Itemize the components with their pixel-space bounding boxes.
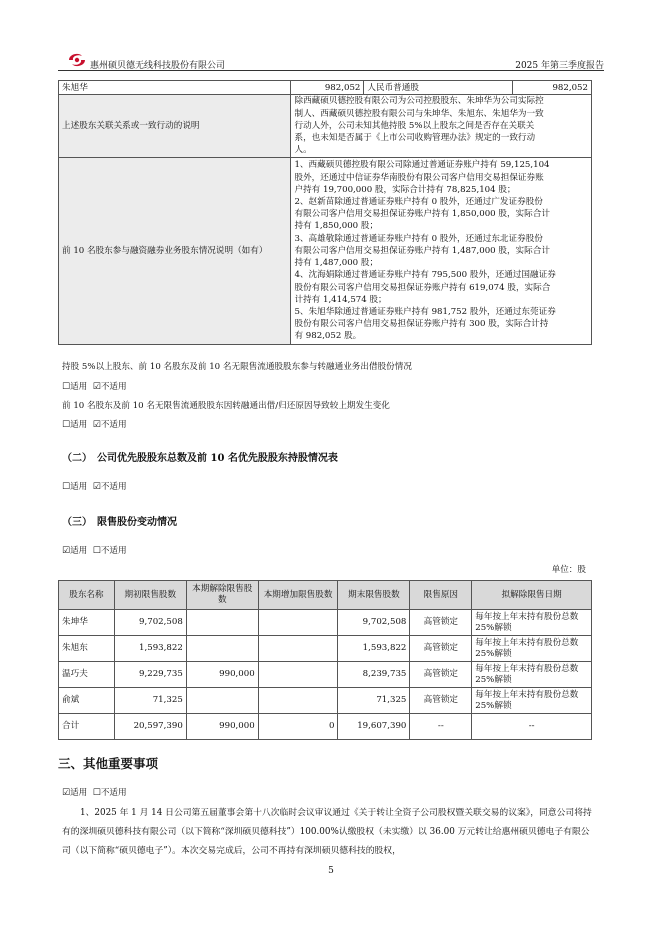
- table-row: [59, 81, 592, 95]
- cell-number: 9,702,508: [338, 610, 410, 636]
- cell-date: 每年按上年末持有股份总数 25%解锁: [472, 610, 592, 636]
- cell-name: 温巧夫: [59, 662, 115, 688]
- body-paragraph: 1、2025 年 1 月 14 日公司第五届董事会第十八次临时会议审议通过《关于转让全资子公司股权暨关联交易的议案》，同意公司将持有的深圳硕贝德科技有限公司（以下简称“深圳硕贝德科技”）100.00%认缴股权（未实缴）以 36.00 万元转让给惠州硕贝德电子有限公司（以下简称“硕贝德电子”）。本次交易完成后，公司不再持有深圳硕贝德科技的股权，: [62, 808, 592, 856]
- cell-number: [186, 688, 258, 714]
- cell-number: 1,593,822: [114, 636, 186, 662]
- text-line: 2、赵新苗除通过普通证券账户持有 0 股外，还通过广发证券股份: [294, 197, 543, 208]
- financing-label: 前 10 名股东参与融资融券业务股东情况说明（如有）: [59, 158, 291, 345]
- cell-date: --: [472, 714, 592, 740]
- applicability-check: [62, 544, 127, 556]
- change-paragraph: 前 10 名股东及前 10 名无限售流通股股东因转融通出借/归还原因导致较上期发生变化: [62, 401, 390, 411]
- applicable-label: 适用: [70, 482, 88, 492]
- applicable-label: 适用: [70, 382, 88, 392]
- cell-number: 71,325: [114, 688, 186, 714]
- cell-number: 8,239,735: [338, 662, 410, 688]
- cell-name: 朱坤华: [59, 610, 115, 636]
- text-line: 持有 1,487,000 股；: [294, 258, 379, 269]
- column-header: 期初限售股数: [114, 581, 186, 610]
- cell-reason: --: [410, 714, 472, 740]
- cell-number: 9,229,735: [114, 662, 186, 688]
- column-header: 股东名称: [59, 581, 115, 610]
- text-line: 行动人外，公司未知其他持股 5%以上股东之间是否存在关联关: [294, 120, 535, 131]
- text-line: 股份有限公司客户信用交易担保证券账户持有 619,074 股，实际合: [294, 282, 551, 293]
- column-header: 本期增加限售股数: [258, 581, 338, 610]
- cell-number: [258, 662, 338, 688]
- column-header: 限售原因: [410, 581, 472, 610]
- cell-number: 0: [258, 714, 338, 740]
- not-applicable-label: 不适用: [100, 546, 127, 556]
- report-title: 2025 年第三季度报告: [515, 61, 604, 71]
- cell-reason: 高管锁定: [410, 688, 472, 714]
- cell-number: [258, 688, 338, 714]
- table-header-row: [59, 581, 592, 610]
- cell-date: 每年按上年末持有股份总数 25%解锁: [472, 688, 592, 714]
- text-line: 有限公司客户信用交易担保证券账户持有 1,487,000 股，实际合计: [294, 245, 550, 256]
- cell-name: 合计: [59, 714, 115, 740]
- relation-label: 上述股东关联关系或一致行动的说明: [59, 95, 291, 158]
- not-applicable-label: 不适用: [100, 420, 127, 430]
- checkbox-checked-icon[interactable]: ☑: [62, 546, 71, 556]
- cell-number: 19,607,390: [338, 714, 410, 740]
- cell-number: [186, 610, 258, 636]
- table-row: [59, 610, 592, 636]
- shareholder-name: 朱旭华: [59, 81, 291, 95]
- checkbox-unchecked-icon[interactable]: ☐: [62, 420, 71, 430]
- text-line: 除西藏硕贝德控股有限公司为公司控股股东、朱坤华为公司实际控: [294, 96, 544, 107]
- cell-number: 990,000: [186, 714, 258, 740]
- applicable-label: 适用: [70, 420, 88, 430]
- cell-reason: 高管锁定: [410, 610, 472, 636]
- checkbox-unchecked-icon[interactable]: ☐: [62, 382, 71, 392]
- applicability-check: [62, 480, 127, 492]
- cell-number: 1,593,822: [338, 636, 410, 662]
- cell-number: [186, 636, 258, 662]
- column-header: 拟解除限售日期: [472, 581, 592, 610]
- text-line: 有 982,052 股。: [294, 331, 362, 342]
- not-applicable-label: 不适用: [100, 382, 127, 392]
- page-header: [58, 48, 604, 71]
- text-line: 股份有限公司客户信用交易担保证券账户持有 300 股，实际合计持: [294, 319, 549, 330]
- lending-paragraph: 持股 5%以上股东、前 10 名股东及前 10 名无限售流通股股东参与转融通业务出借股份情况: [62, 362, 412, 372]
- table-row: [59, 688, 592, 714]
- cell-date: 每年按上年末持有股份总数 25%解锁: [472, 662, 592, 688]
- cell-number: [258, 636, 338, 662]
- text-line: 制人、西藏硕贝德控股有限公司与朱坤华、朱旭东、朱旭华为一致: [294, 108, 544, 119]
- applicable-label: 适用: [70, 546, 88, 556]
- text-line: 计持有 1,414,574 股；: [294, 294, 387, 305]
- table-row: [59, 158, 592, 345]
- unit-label: 单位：股: [551, 565, 586, 575]
- cell-number: 990,000: [186, 662, 258, 688]
- text-line: 3、高雄敬除通过普通证券账户持有 0 股外，还通过东北证券股份: [294, 233, 543, 244]
- column-header: 期末限售股数: [338, 581, 410, 610]
- table-total-row: [59, 714, 592, 740]
- section-heading-other: 三、其他重要事项: [58, 756, 159, 771]
- applicability-check: [62, 380, 127, 392]
- cell-number: 20,597,390: [114, 714, 186, 740]
- column-header: 本期解除限售股数: [186, 581, 258, 610]
- text-line: 1、西藏硕贝德控股有限公司除通过普通证券账户持有 59,125,104: [294, 160, 550, 171]
- not-applicable-label: 不适用: [100, 482, 127, 492]
- cell-reason: 高管锁定: [410, 662, 472, 688]
- not-applicable-label: 不适用: [100, 788, 127, 798]
- checkbox-checked-icon[interactable]: ☑: [62, 788, 71, 798]
- share-type: 人民币普通股: [364, 81, 513, 95]
- cell-name: 俞斌: [59, 688, 115, 714]
- financing-description: [291, 158, 592, 345]
- applicability-check: [62, 786, 127, 798]
- cell-number: [258, 610, 338, 636]
- page-number: 5: [328, 866, 334, 876]
- checkbox-checked-icon[interactable]: ☑: [92, 382, 101, 392]
- share-count: 982,052: [291, 81, 364, 95]
- text-line: 系，也未知是否属于《上市公司收购管理办法》规定的一致行动: [294, 133, 536, 144]
- cell-name: 朱旭东: [59, 636, 115, 662]
- table-row: [59, 636, 592, 662]
- text-line: 人。: [294, 145, 312, 156]
- text-line: 持有 1,850,000 股；: [294, 221, 379, 232]
- text-line: 股外，还通过中信证券华南股份有限公司客户信用交易担保证券账: [294, 172, 544, 183]
- text-line: 户持有 19,700,000 股，实际合计持有 78,825,104 股；: [294, 184, 516, 195]
- company-logo-icon: [66, 51, 88, 69]
- applicable-label: 适用: [70, 788, 88, 798]
- checkbox-unchecked-icon[interactable]: ☐: [92, 546, 101, 556]
- text-line: 5、朱旭华除通过普通证券账户持有 981,752 股外，还通过东莞证券: [294, 306, 556, 317]
- checkbox-unchecked-icon[interactable]: ☐: [62, 482, 71, 492]
- table-row: [59, 95, 592, 158]
- checkbox-unchecked-icon[interactable]: ☐: [92, 788, 101, 798]
- section-heading-preferred: （二） 公司优先股股东总数及前 10 名优先股股东持股情况表: [62, 453, 338, 464]
- restricted-shares-table: [58, 580, 592, 740]
- cell-reason: 高管锁定: [410, 636, 472, 662]
- cell-number: 9,702,508: [114, 610, 186, 636]
- share-type-count: 982,052: [513, 81, 592, 95]
- company-name: 惠州硕贝德无线科技股份有限公司: [90, 61, 226, 71]
- shareholder-table: [58, 80, 592, 345]
- text-line: 有限公司客户信用交易担保证券账户持有 1,850,000 股，实际合计: [294, 209, 550, 220]
- checkbox-checked-icon[interactable]: ☑: [92, 420, 101, 430]
- section-heading-restricted: （三） 限售股份变动情况: [62, 517, 177, 528]
- applicability-check: [62, 418, 127, 430]
- cell-date: 每年按上年末持有股份总数 25%解锁: [472, 636, 592, 662]
- table-row: [59, 662, 592, 688]
- cell-number: 71,325: [338, 688, 410, 714]
- relation-description: [291, 95, 592, 158]
- checkbox-checked-icon[interactable]: ☑: [92, 482, 101, 492]
- text-line: 4、沈海娟除通过普通证券账户持有 795,500 股外，还通过国融证券: [294, 270, 556, 281]
